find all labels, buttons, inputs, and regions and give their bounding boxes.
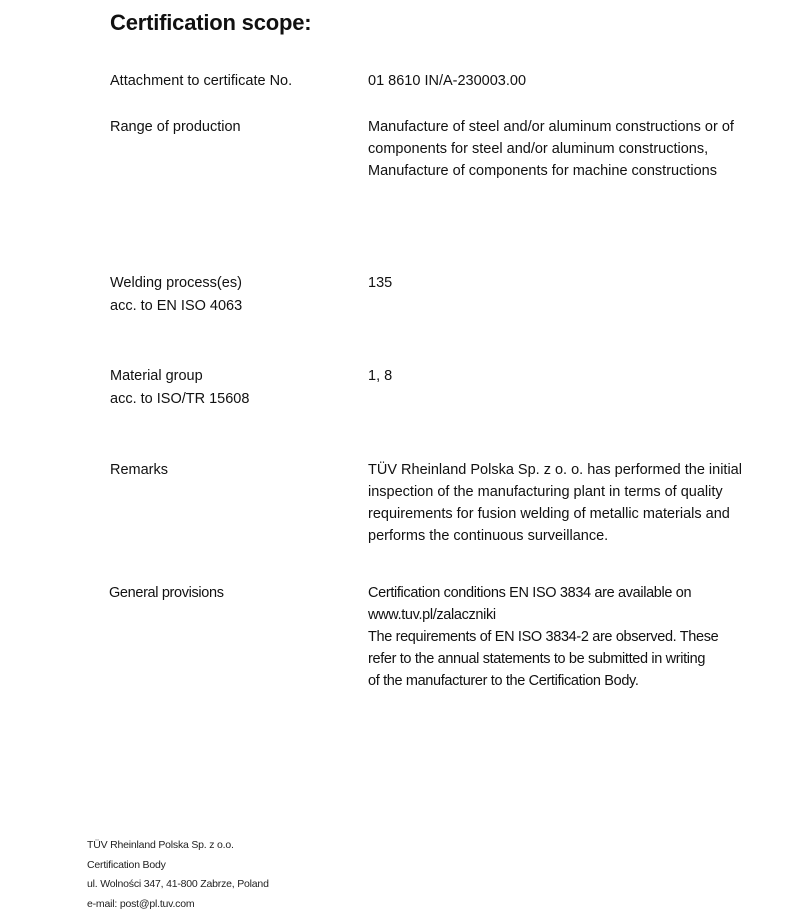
welding-process-value [368, 272, 392, 294]
welding-process-label [110, 272, 242, 318]
range-of-production-label [110, 116, 241, 139]
value-line: Manufacture of components for machine constructions [368, 163, 717, 179]
value-line: 135 [368, 275, 393, 291]
value-line: components for steel and/or aluminum constructions, [368, 141, 709, 157]
value-line: 01 8610 IN/A-230003.00 [368, 73, 527, 89]
label-line: Remarks [110, 462, 169, 478]
material-group-value [368, 365, 392, 387]
range-of-production-value [368, 116, 734, 182]
footer-body: Certification Body [87, 858, 166, 871]
label-line: Welding process(es) [110, 275, 242, 291]
general-provisions-value [368, 582, 718, 692]
label-line: Range of production [110, 119, 241, 135]
value-line: 1, 8 [368, 368, 393, 384]
material-group-label [110, 365, 249, 411]
label-line: acc. to ISO/TR 15608 [110, 391, 250, 407]
value-line: Manufacture of steel and/or aluminum constructions or of [368, 119, 734, 135]
value-line: refer to the annual statements to be submitted in writing [368, 651, 706, 667]
certificate-number [368, 70, 526, 92]
page-title: Certification scope: [110, 10, 312, 35]
label-line: Material group [110, 368, 203, 384]
remarks-value [368, 459, 742, 547]
value-line: inspection of the manufacturing plant in terms of quality [368, 484, 723, 500]
value-line: TÜV Rheinland Polska Sp. z o. o. has performed the initial [368, 462, 742, 478]
footer-company: TÜV Rheinland Polska Sp. z o.o. [87, 839, 234, 851]
remarks-label [110, 459, 168, 482]
value-line: performs the continuous surveillance. [368, 528, 609, 544]
footer-address [87, 836, 269, 914]
footer-email: e-mail: post@pl.tuv.com [87, 897, 195, 910]
label-line: acc. to EN ISO 4063 [110, 298, 243, 314]
value-line: Certification conditions EN ISO 3834 are available on [368, 585, 692, 601]
footer-street: ul. Wolności 347, 41-800 Zabrze, Poland [87, 878, 269, 890]
value-line: The requirements of EN ISO 3834-2 are observed. These [368, 629, 719, 645]
label-line: Attachment to certificate No. [110, 73, 293, 89]
value-line: www.tuv.pl/zalaczniki [368, 607, 496, 623]
attachment-label [110, 70, 292, 93]
general-provisions-label [109, 582, 224, 605]
value-line: of the manufacturer to the Certification Body. [368, 673, 639, 689]
value-line: requirements for fusion welding of metallic materials and [368, 506, 730, 522]
label-line: General provisions [109, 585, 224, 601]
